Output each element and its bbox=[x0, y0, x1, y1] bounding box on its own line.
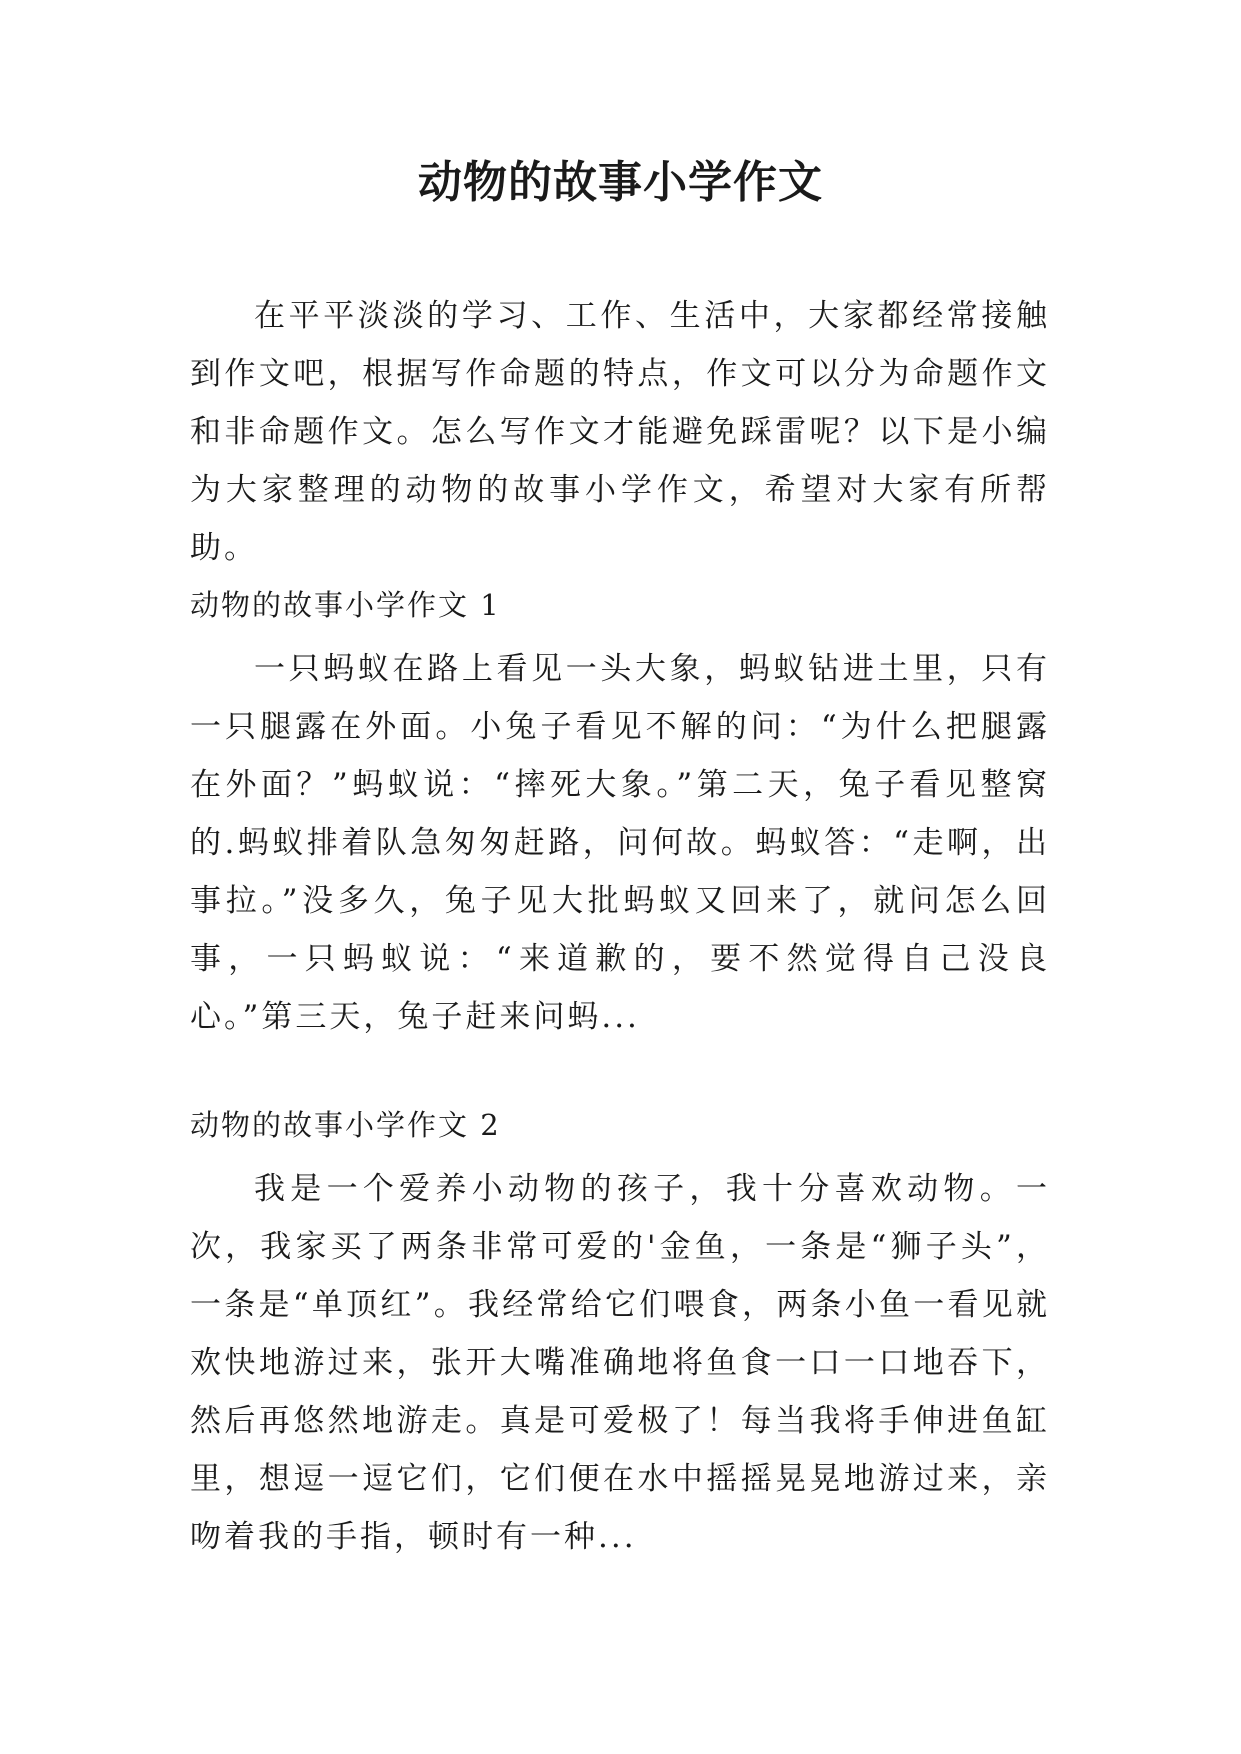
document-title: 动物的故事小学作文 bbox=[418, 157, 823, 208]
section-paragraph: 一只蚂蚁在路上看见一头大象，蚂蚁钻进土里，只有一只腿露在外面。小兔子看见不解的问：“为什么把腿露在外面？”蚂蚁说：“摔死大象。”第二天，兔子看见整窝的.蚂蚁排着队急匆匆赶路，问何故。蚂蚁答：“走啊，出事拉。”没多久，兔子见大批蚂蚁又回来了，就问怎么回事，一只蚂蚁说：“来道歉的，要不然觉得自己没良心。”第三天，兔子赶来问蚂... bbox=[190, 651, 1050, 1035]
essay-section-1 bbox=[190, 580, 1050, 1046]
intro-paragraph: 在平平淡淡的学习、工作、生活中，大家都经常接触到作文吧，根据写作命题的特点，作文可以分为命题作文和非命题作文。怎么写作文才能避免踩雷呢？以下是小编为大家整理的动物的故事小学作文，希望对大家有所帮助。 bbox=[190, 298, 1050, 566]
section-heading: 动物的故事小学作文 2 bbox=[190, 1108, 501, 1142]
intro-section bbox=[190, 287, 1050, 577]
essay-section-2 bbox=[190, 1100, 1050, 1566]
section-heading: 动物的故事小学作文 1 bbox=[190, 588, 501, 622]
section-paragraph: 我是一个爱养小动物的孩子，我十分喜欢动物。一次，我家买了两条非常可爱的'金鱼，一条是“狮子头”，一条是“单顶红”。我经常给它们喂食，两条小鱼一看见就欢快地游过来，张开大嘴准确地将鱼食一口一口地吞下，然后再悠然地游走。真是可爱极了！每当我将手伸进鱼缸里，想逗一逗它们，它们便在水中摇摇晃晃地游过来，亲吻着我的手指，顿时有一种... bbox=[190, 1171, 1050, 1555]
